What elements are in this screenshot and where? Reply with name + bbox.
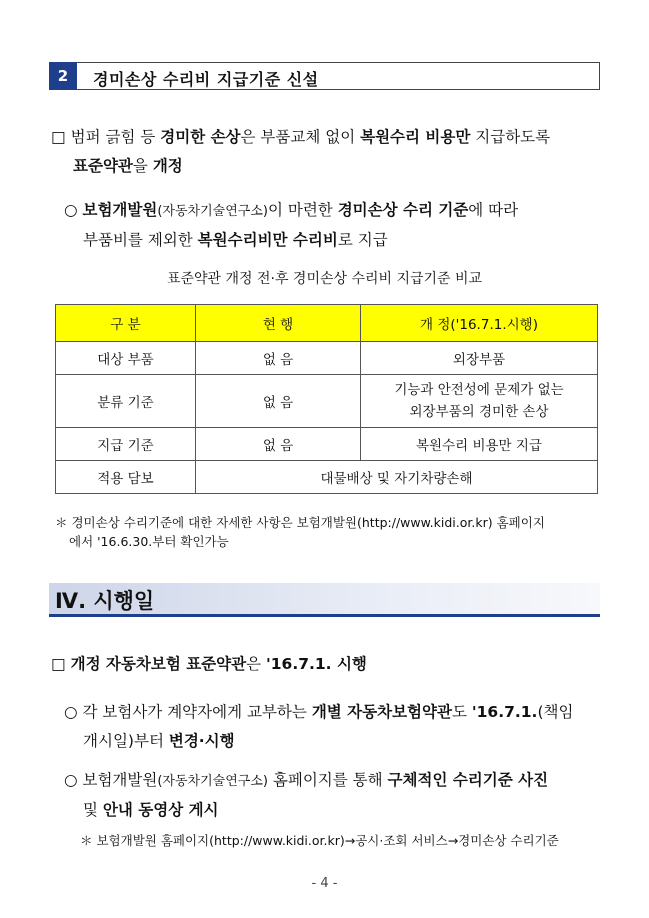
row-label: 분류 기준 [56, 375, 196, 428]
table-row [56, 375, 598, 428]
circle-bullet-icon: ○ [64, 771, 78, 789]
paragraph-effective-date: □ 개정 자동차보험 표준약관은 '16.7.1. 시행 [51, 650, 611, 679]
row-label: 지급 기준 [56, 428, 196, 461]
website-footnote: ＊ 보험개발원 홈페이지(http://www.kidi.or.kr)→공시·조회 서비스→경미손상 수리기준 [80, 833, 559, 848]
comparison-table [55, 304, 598, 494]
table-header: 구 분 [56, 305, 196, 342]
paragraph-kidi-website: ○ 보험개발원(자동차기술연구소) 홈페이지를 통해 구체적인 수리기준 사진 및 안내 동영상 게시 [64, 766, 609, 825]
table-row [56, 342, 598, 375]
section-header [49, 62, 600, 90]
box-bullet-icon: □ [51, 655, 66, 673]
row-label: 적용 담보 [56, 461, 196, 494]
current-cell: 없 음 [196, 342, 361, 375]
section-number: 2 [49, 62, 77, 90]
table-row [56, 461, 598, 494]
paragraph-amendment: □ 범퍼 긁힘 등 경미한 손상은 부품교체 없이 복원수리 비용만 지급하도록 표준약관을 개정 [51, 123, 611, 181]
revised-cell: 기능과 안전성에 문제가 없는 외장부품의 경미한 손상 [361, 375, 598, 428]
paragraph-kidi-criteria: ○ 보험개발원(자동차기술연구소)이 마련한 경미손상 수리 기준에 따라 부품비를 제외한 복원수리비만 수리비로 지급 [64, 196, 609, 255]
table-caption: 표준약관 개정 전·후 경미손상 수리비 지급기준 비교 [166, 271, 483, 287]
table-row [56, 428, 598, 461]
circle-bullet-icon: ○ [64, 703, 78, 721]
revised-cell: 복원수리 비용만 지급 [361, 428, 598, 461]
section-title: 경미손상 수리비 지급기준 신설 [93, 70, 319, 89]
revised-cell: 외장부품 [361, 342, 598, 375]
paragraph-individual-policy: ○ 각 보험사가 계약자에게 교부하는 개별 자동차보험약관도 '16.7.1.(책임 개시일)부터 변경·시행 [64, 698, 609, 756]
current-cell: 없 음 [196, 375, 361, 428]
table-header: 현 행 [196, 305, 361, 342]
page-number: - 4 - [311, 876, 338, 891]
box-bullet-icon: □ [51, 128, 66, 146]
row-label: 대상 부품 [56, 342, 196, 375]
merged-cell: 대물배상 및 자기차량손해 [196, 461, 598, 494]
table-footnote: ＊ 경미손상 수리기준에 대한 자세한 사항은 보험개발원(http://www.kidi.or.kr) 홈페이지 에서 '16.6.30.부터 확인가능 [55, 515, 545, 549]
table-header: 개 정('16.7.1.시행) [361, 305, 598, 342]
current-cell: 없 음 [196, 428, 361, 461]
circle-bullet-icon: ○ [64, 201, 78, 219]
chapter-header [49, 583, 600, 617]
table-header-row [56, 305, 598, 342]
chapter-title: Ⅳ. 시행일 [55, 589, 155, 613]
